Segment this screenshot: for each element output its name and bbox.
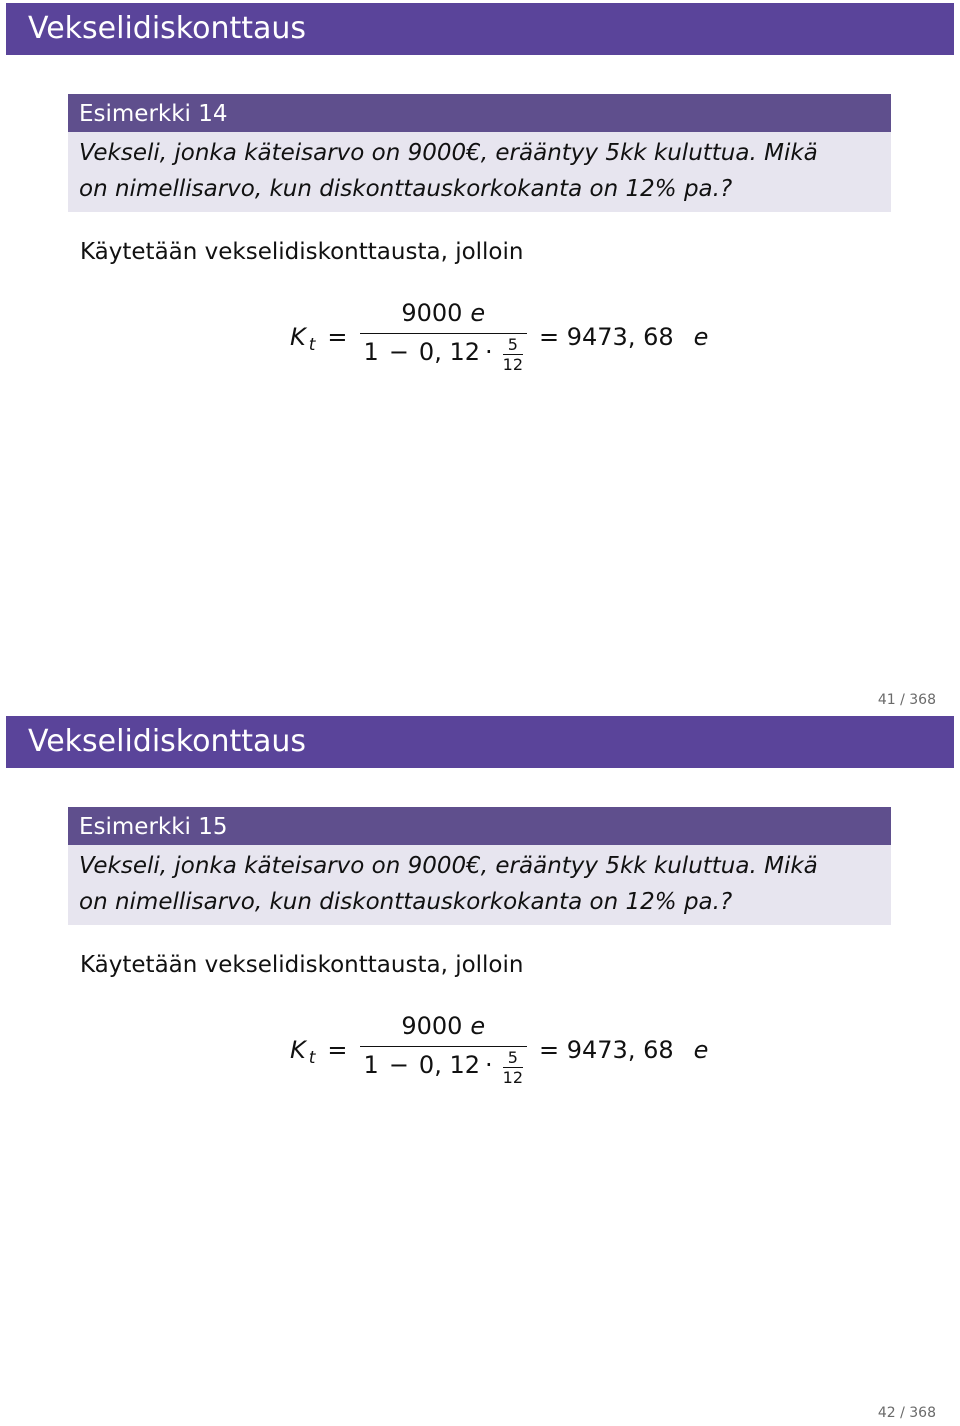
example-block — [68, 807, 891, 925]
small-frac-num: 5 — [507, 1048, 518, 1068]
body-text: Käytetään vekselidiskonttausta, jolloin — [80, 239, 524, 265]
formula-numerator — [397, 299, 489, 333]
den-one: 1 — [363, 338, 379, 367]
small-frac-den: 12 — [502, 1068, 523, 1088]
example-block — [68, 94, 891, 212]
small-fraction — [503, 336, 523, 373]
block-line-2: on nimellisarvo, kun diskonttauskorkokanta on 12% pa.? — [79, 889, 733, 915]
page-number: 42 / 368 — [877, 1405, 936, 1421]
frame-title: Vekselidiskonttaus — [6, 3, 954, 55]
slide-42 — [0, 713, 960, 1426]
body-text: Käytetään vekselidiskonttausta, jolloin — [80, 952, 524, 978]
den-minus: − — [388, 338, 409, 367]
formula-denominator — [360, 334, 527, 375]
den-dot: · — [485, 338, 493, 367]
small-frac-num: 5 — [507, 335, 518, 355]
result-unit: e — [693, 323, 709, 351]
den-rate: 0, 12 — [418, 1051, 480, 1080]
formula-lhs-sub: t — [308, 1048, 316, 1068]
formula-result: = 9473, 68 — [539, 1036, 674, 1064]
formula-fraction — [360, 1012, 527, 1089]
numerator-unit: e — [470, 298, 486, 327]
numerator-value: 9000 — [401, 298, 463, 327]
frame-title: Vekselidiskonttaus — [6, 716, 954, 768]
formula — [290, 1005, 708, 1095]
block-body — [68, 845, 891, 925]
formula — [290, 292, 708, 382]
result-unit: e — [693, 1036, 709, 1064]
numerator-value: 9000 — [401, 1011, 463, 1040]
small-frac-den: 12 — [502, 355, 523, 375]
formula-numerator — [397, 1012, 489, 1046]
formula-equals: = — [327, 1036, 348, 1064]
block-line-2: on nimellisarvo, kun diskonttauskorkokanta on 12% pa.? — [79, 176, 733, 202]
block-body — [68, 132, 891, 212]
block-title: Esimerkki 14 — [68, 94, 891, 132]
block-title: Esimerkki 15 — [68, 807, 891, 845]
block-line-1: Vekseli, jonka käteisarvo on 9000€, erääntyy 5kk kuluttua. Mikä — [79, 853, 818, 879]
formula-lhs-var: K — [290, 1036, 306, 1064]
den-one: 1 — [363, 1051, 379, 1080]
formula-lhs-sub: t — [308, 335, 316, 355]
formula-denominator — [360, 1047, 527, 1088]
formula-result: = 9473, 68 — [539, 323, 674, 351]
formula-equals: = — [327, 323, 348, 351]
numerator-unit: e — [470, 1011, 486, 1040]
den-dot: · — [485, 1051, 493, 1080]
page-number: 41 / 368 — [877, 692, 936, 708]
formula-lhs-var: K — [290, 323, 306, 351]
den-minus: − — [388, 1051, 409, 1080]
block-line-1: Vekseli, jonka käteisarvo on 9000€, erääntyy 5kk kuluttua. Mikä — [79, 140, 818, 166]
formula-fraction — [360, 299, 527, 376]
small-fraction — [503, 1049, 523, 1086]
den-rate: 0, 12 — [418, 338, 480, 367]
